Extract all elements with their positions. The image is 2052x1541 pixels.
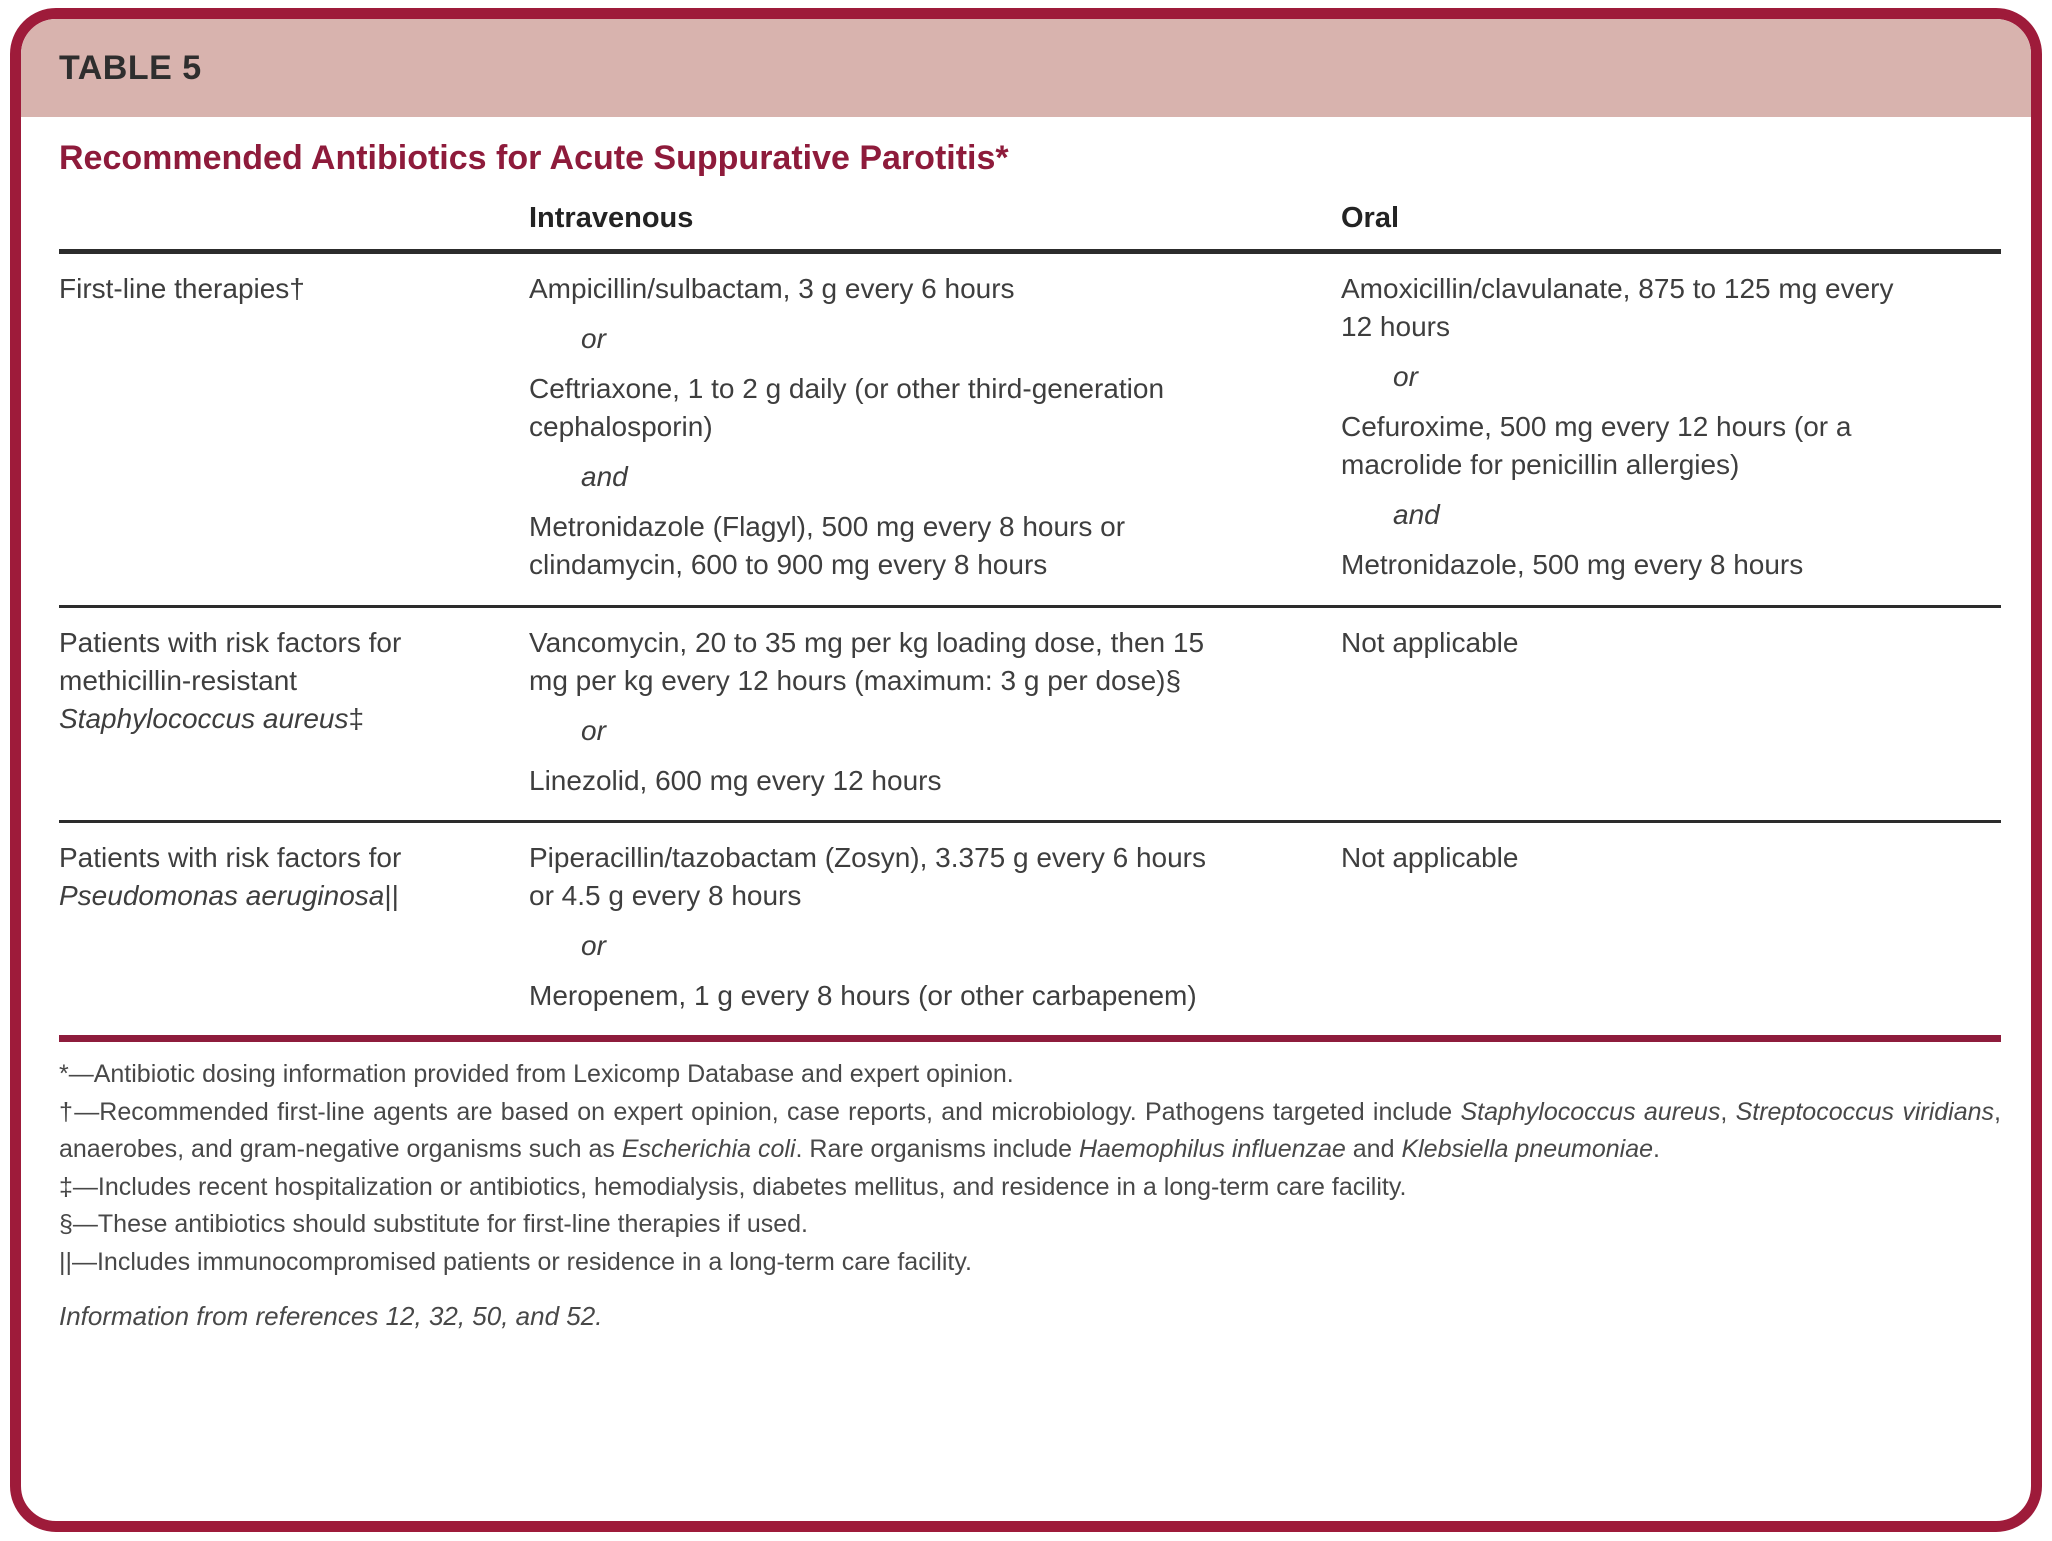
text-segment: and [1345, 1135, 1402, 1164]
table-body [59, 254, 2001, 1035]
table-header-band [21, 19, 2031, 117]
therapy-text: Piperacillin/tazobactam (Zosyn), 3.375 g every 6 hours or 4.5 g every 8 hours [529, 841, 1206, 911]
therapy-text: Meropenem, 1 g every 8 hours (or other carbapenem) [529, 980, 1197, 1012]
text-segment: Patients with risk factors for methicillin-resistant [59, 626, 402, 696]
intravenous-cell [529, 823, 1341, 1035]
text-segment: ‡ [348, 702, 365, 734]
therapy-text: Linezolid, 600 mg every 12 hours [529, 764, 942, 796]
conjunction-text: or [581, 323, 606, 355]
therapy-text: Ceftriaxone, 1 to 2 g daily (or other third-generation cephalosporin) [529, 373, 1165, 443]
oral-cell [1341, 608, 2001, 820]
footnote [59, 1169, 2001, 1207]
row-label [59, 254, 529, 605]
footnote [59, 1094, 2001, 1169]
conjunction-text: or [581, 930, 606, 962]
conjunction-text: and [1393, 499, 1440, 531]
row-label-text [59, 624, 433, 738]
table-row [59, 608, 2001, 823]
footnote [59, 1244, 2001, 1282]
text-segment: . [1653, 1135, 1660, 1164]
row-label [59, 608, 529, 820]
species-name-italic: Klebsiella pneumoniae [1401, 1135, 1653, 1164]
text-segment: ||—Includes immunocompromised patients or residence in a long-term care facility. [59, 1247, 972, 1276]
text-segment: †—Recommended first-line agents are based on expert opinion, case reports, and microbiology. Pathogens targeted include [59, 1097, 1461, 1126]
intravenous-cell [529, 608, 1341, 820]
therapy-text: Metronidazole, 500 mg every 8 hours [1341, 549, 1804, 581]
intravenous-cell [529, 254, 1341, 605]
column-header-intravenous: Intravenous [529, 202, 694, 234]
table-content [21, 139, 2031, 1332]
footnote [59, 1206, 2001, 1244]
text-segment: §—These antibiotics should substitute for first-line therapies if used. [59, 1210, 808, 1239]
conjunction-text: or [1393, 361, 1418, 393]
therapy-text: Ampicillin/sulbactam, 3 g every 6 hours [529, 273, 1015, 304]
therapy-text: Cefuroxime, 500 mg every 12 hours (or a macrolide for penicillin allergies) [1341, 411, 1852, 481]
text-segment: First-line therapies† [59, 273, 305, 304]
table-label: TABLE 5 [59, 48, 202, 87]
table-row [59, 823, 2001, 1035]
conjunction-text: or [581, 714, 606, 746]
species-name-italic: Staphylococcus aureus [59, 702, 349, 734]
row-label-text [59, 270, 433, 308]
text-segment: . Rare organisms include [795, 1135, 1079, 1164]
therapy-text: Not applicable [1341, 626, 1519, 658]
row-label [59, 823, 529, 1035]
text-segment: *—Antibiotic dosing information provided from Lexicomp Database and expert opinion. [59, 1060, 1014, 1089]
column-header-oral: Oral [1341, 202, 1400, 234]
footnotes [59, 1042, 2001, 1281]
table-row [59, 254, 2001, 608]
text-segment: Patients with risk factors for [59, 841, 402, 873]
source-note: Information from references 12, 32, 50, and 52. [59, 1301, 603, 1332]
therapy-text: Amoxicillin/clavulanate, 875 to 125 mg every 12 hours [1341, 273, 1894, 343]
conjunction-text: and [581, 461, 628, 493]
species-name-italic: Staphylococcus aureus [1460, 1097, 1721, 1126]
text-segment: , [1720, 1097, 1736, 1126]
species-name-italic: Escherichia coli [621, 1135, 796, 1164]
species-name-italic: Streptococcus viridians [1735, 1097, 1995, 1126]
footnote [59, 1056, 2001, 1094]
oral-cell [1341, 254, 2001, 605]
footnote-divider-rule [59, 1035, 2001, 1042]
therapy-text: Vancomycin, 20 to 35 mg per kg loading dose, then 15 mg per kg every 12 hours (maximum: 3 g per dose)§ [529, 626, 1205, 696]
therapy-text: Metronidazole (Flagyl), 500 mg every 8 hours or clindamycin, 600 to 900 mg every 8 hours [529, 511, 1126, 581]
column-header-spacer [59, 202, 529, 249]
therapy-text: Not applicable [1341, 841, 1519, 873]
table-title: Recommended Antibiotics for Acute Suppurative Parotitis* [59, 139, 1009, 177]
species-name-italic: Haemophilus influenzae [1078, 1135, 1346, 1164]
text-segment: ‡—Includes recent hospitalization or antibiotics, hemodialysis, diabetes mellitus, and residence in a long-term care facility. [59, 1172, 1407, 1201]
column-header-row [59, 202, 2001, 254]
species-name-italic: Pseudomonas aeruginosa [59, 879, 385, 911]
row-label-text [59, 839, 433, 915]
text-segment: , anaerobes, and gram-negative organisms such as [59, 1097, 2001, 1164]
table-figure-frame [10, 8, 2042, 1532]
text-segment: || [384, 879, 399, 911]
oral-cell [1341, 823, 2001, 1035]
